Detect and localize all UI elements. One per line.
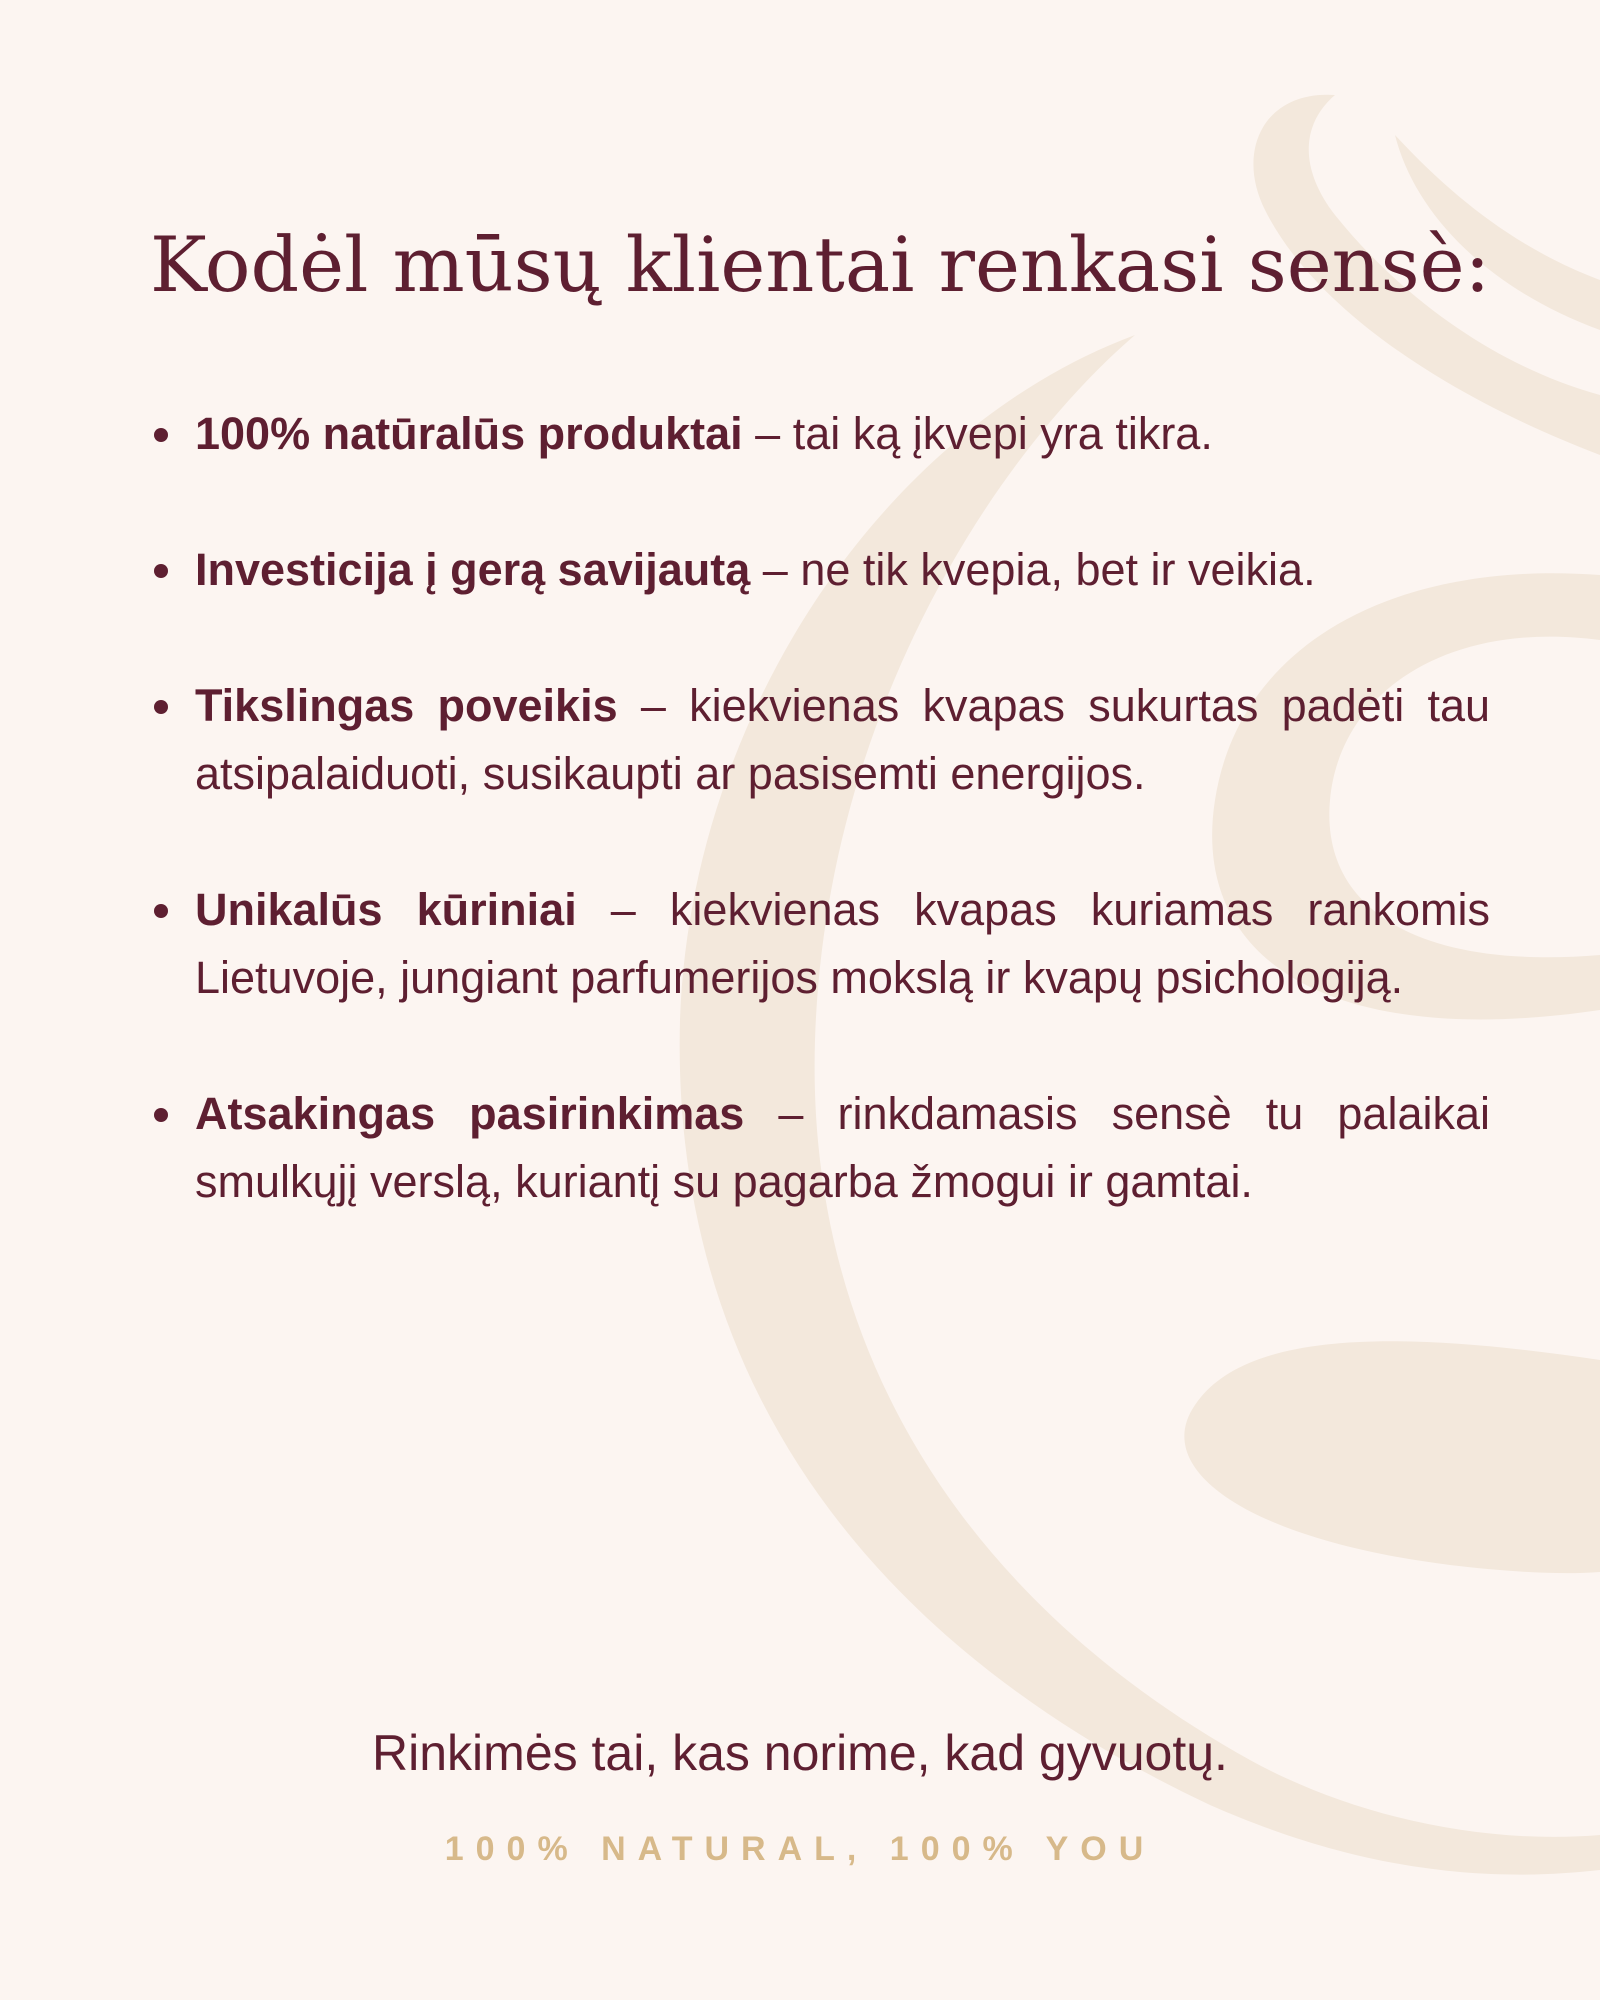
benefit-title: 100% natūralūs produktai bbox=[195, 408, 743, 459]
benefit-description: – kiekvienas kvapas sukurtas padėti tau atsipalaiduoti, susikaupti ar pasisemti energijos. bbox=[195, 680, 1490, 799]
benefit-title: Unikalūs kūriniai bbox=[195, 884, 577, 935]
benefits-list bbox=[150, 400, 1490, 1284]
benefit-title: Atsakingas pasirinkimas bbox=[195, 1088, 745, 1139]
page-title: Kodėl mūsų klientai renkasi sensè: bbox=[150, 220, 1491, 309]
closing-tagline: Rinkimės tai, kas norime, kad gyvuotų. bbox=[372, 1725, 1228, 1781]
brand-slogan: 100% NATURAL, 100% YOU bbox=[444, 1830, 1156, 1868]
benefit-title: Investicija į gerą savijautą bbox=[195, 544, 751, 595]
benefit-item-wellbeing bbox=[150, 536, 1490, 604]
benefit-item-effect bbox=[150, 672, 1490, 808]
benefit-description: – ne tik kvepia, bet ir veikia. bbox=[750, 544, 1316, 595]
benefit-item-natural bbox=[150, 400, 1490, 468]
benefit-description: – kiekvienas kvapas kuriamas rankomis Lietuvoje, jungiant parfumerijos mokslą ir kvapų psichologiją. bbox=[195, 884, 1490, 1003]
benefit-description: – rinkdamasis sensè tu palaikai smulkųjį verslą, kuriantį su pagarba žmogui ir gamtai. bbox=[195, 1088, 1490, 1207]
benefit-title: Tikslingas poveikis bbox=[195, 680, 618, 731]
benefit-item-unique bbox=[150, 876, 1490, 1012]
benefit-description: – tai ką įkvepi yra tikra. bbox=[742, 408, 1213, 459]
benefit-item-responsible bbox=[150, 1080, 1490, 1216]
